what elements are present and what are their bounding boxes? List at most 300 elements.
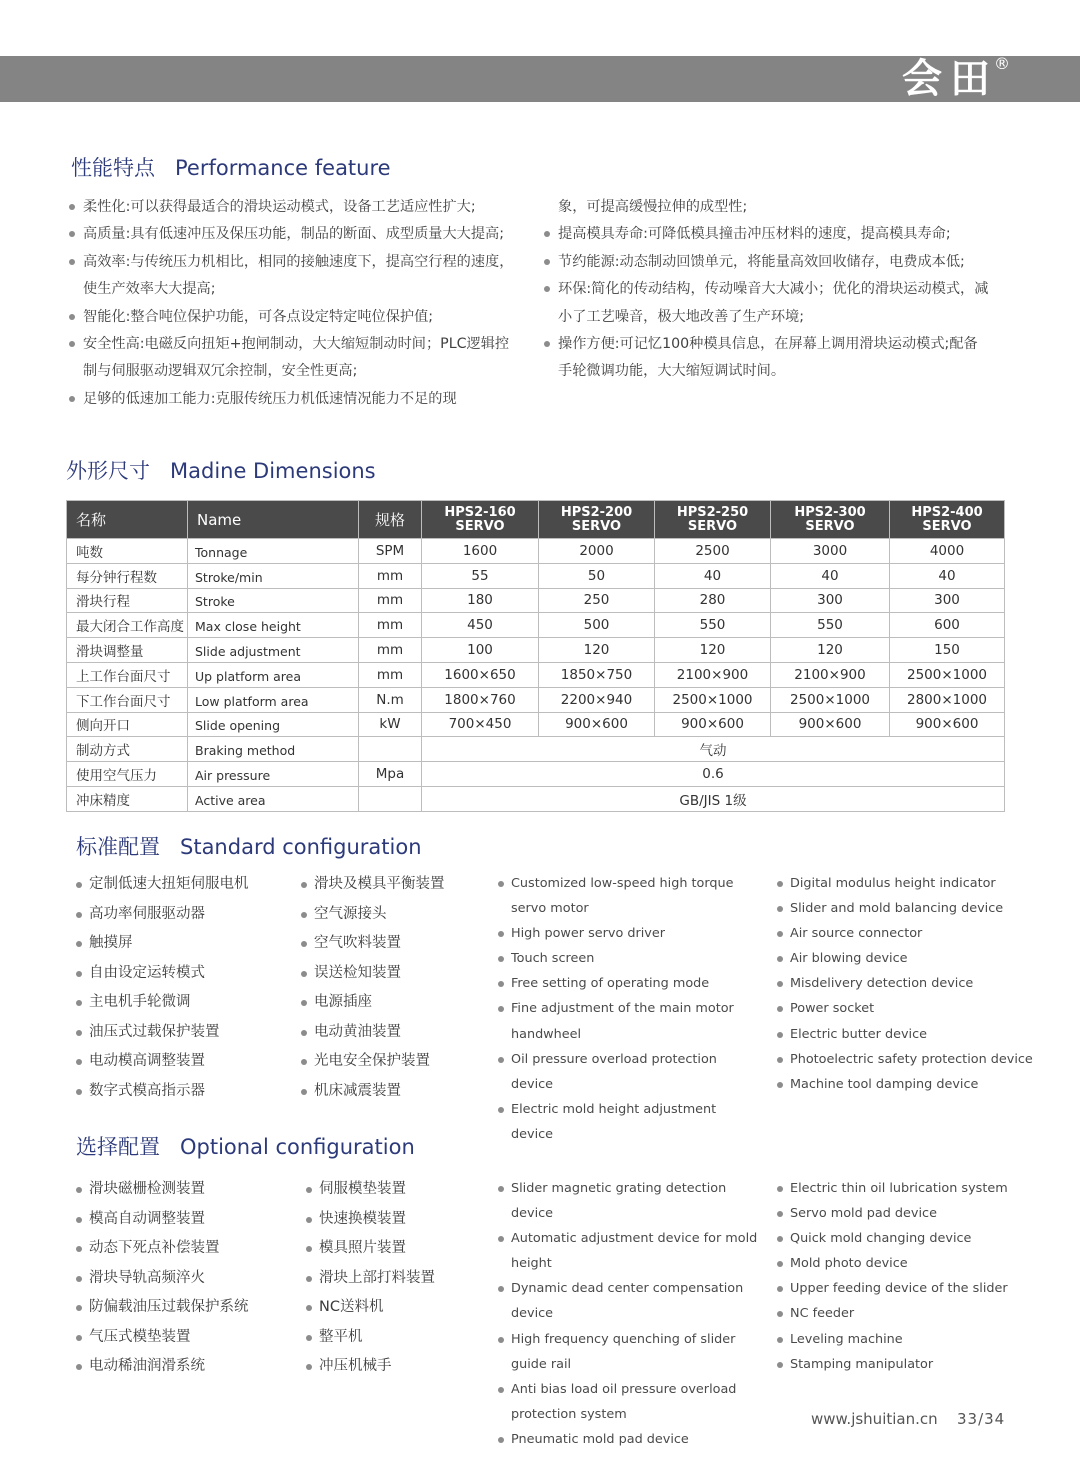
optional-en-col2 [777,1176,1037,1377]
list-item-text: Electric butter device [790,1026,927,1042]
row-name-en: Slide adjustment [188,638,359,663]
standard-title-zh: 标准配置 [76,835,160,859]
bullet-icon [544,231,550,237]
row-value-merged: 0.6 [422,762,1005,787]
optional-zh-col2 [306,1175,435,1382]
bullet-icon [777,1337,783,1343]
bullet-icon [76,1089,82,1095]
list-item [301,870,445,900]
row-value: 900×600 [655,712,771,737]
list-item [301,988,445,1018]
bullet-icon [777,956,783,962]
bullet-icon [306,1217,312,1223]
bullet-icon [777,1186,783,1192]
bullet-icon [301,941,307,947]
header-name-zh: 名称 [67,501,188,539]
row-unit [359,786,422,811]
bullet-icon [777,1286,783,1292]
row-value: 2500 [655,539,771,564]
row-unit: SPM [359,539,422,564]
bullet-icon [306,1276,312,1282]
bullet-icon [777,1362,783,1368]
row-name-zh: 制动方式 [67,737,188,762]
list-item [76,988,249,1018]
feature-item: 操作方便:可记忆100种模具信息，在屏幕上调用滑块运动模式;配备手轮微调功能，大大缩短调试时间。 [544,331,990,386]
list-item [306,1323,435,1353]
optional-zh-col1 [76,1175,249,1382]
list-item-text: 空气源接头 [314,905,387,922]
feature-item: 提高模具寿命:可降低模具撞击冲压材料的速度，提高模具寿命; [544,221,990,248]
row-value: 700×450 [422,712,539,737]
row-value: 2500×1000 [655,687,771,712]
bullet-icon [498,931,504,937]
bullet-icon [76,1000,82,1006]
table-row [67,588,1005,613]
bullet-icon [76,1187,82,1193]
bullet-icon [498,1057,504,1063]
list-item [777,1301,1037,1326]
row-name-zh: 冲床精度 [67,786,188,811]
list-item-text: 防偏载油压过载保护系统 [89,1299,249,1315]
list-item [76,1352,249,1382]
list-item [498,996,756,1046]
bullet-icon [76,1305,82,1311]
list-item-text: 滑块上部打料装置 [319,1269,435,1286]
standard-zh-col2 [301,870,445,1106]
bullet-icon [301,1030,307,1036]
row-value: 50 [539,563,655,588]
row-value: 300 [890,588,1005,613]
row-name-en: Active area [188,786,359,811]
dimensions-title-en: Madine Dimensions [170,459,376,483]
list-item-text: 触摸屏 [89,935,133,951]
bullet-icon [306,1305,312,1311]
bullet-icon [777,906,783,912]
optional-title-en: Optional configuration [180,1135,415,1159]
list-item-text: 油压式过载保护装置 [89,1023,220,1040]
row-unit: mm [359,638,422,663]
list-item-text: Electric mold height adjustment device [511,1101,717,1142]
list-item [498,921,756,946]
bullet-icon [76,882,82,888]
list-item-text: NC送料机 [319,1299,384,1315]
list-item [498,1097,756,1147]
feature-item: 高效率:与传统压力机相比，相同的接触速度下，提高空行程的速度，使生产效率大大提高; [69,249,521,304]
bullet-icon [498,1186,504,1192]
row-unit: mm [359,588,422,613]
list-item-text: 伺服模垫装置 [319,1181,406,1197]
list-item [76,1077,249,1107]
dimensions-title [66,455,376,485]
row-value-merged: 气动 [422,737,1005,762]
list-item [76,959,249,989]
list-item [777,1251,1037,1276]
list-item [76,929,249,959]
list-item-text: Digital modulus height indicator [790,876,996,891]
list-item-text: 模具照片装置 [319,1240,406,1256]
table-row [67,737,1005,762]
row-name-en: Tonnage [188,539,359,564]
feature-item: 高质量:具有低速冲压及保压功能，制品的断面、成型质量大大提高; [69,221,521,248]
row-value: 250 [539,588,655,613]
row-name-en: Stroke/min [188,563,359,588]
bullet-icon [777,1057,783,1063]
list-item [76,1018,249,1048]
list-item-text: 高功率伺服驱动器 [89,905,205,922]
optional-en-col1 [498,1176,760,1452]
row-value: 2500×1000 [771,687,890,712]
row-value: 120 [655,638,771,663]
header-model: HPS2-200 SERVO [539,501,655,539]
list-item-text: Air source connector [790,926,923,942]
bullet-icon [69,231,75,237]
row-value: 150 [890,638,1005,663]
table-row [67,687,1005,712]
row-value: 120 [771,638,890,663]
row-value: 3000 [771,539,890,564]
list-item-text: 滑块导轨高频淬火 [89,1269,205,1286]
list-item [301,959,445,989]
row-value: 40 [655,563,771,588]
header-name-en: Name [188,501,359,539]
list-item [777,946,1037,971]
list-item [306,1293,435,1323]
bullet-icon [777,1082,783,1088]
row-value: 2500×1000 [890,662,1005,687]
header-model: HPS2-160 SERVO [422,501,539,539]
bullet-icon [76,1246,82,1252]
list-item-text: 定制低速大扭矩伺服电机 [89,876,249,892]
list-item-text: 快速换模装置 [319,1210,406,1227]
list-item [777,871,1037,896]
bullet-icon [76,941,82,947]
bullet-icon [544,341,550,347]
bullet-icon [777,881,783,887]
dimensions-table [66,500,1005,812]
list-item-text: High power servo driver [511,926,666,942]
bullet-icon [306,1364,312,1370]
list-item [301,1047,445,1077]
brand-logo: 会田 [902,56,998,102]
row-value: 2800×1000 [890,687,1005,712]
row-value: 1850×750 [539,662,655,687]
list-item-text: 机床减震装置 [314,1082,401,1099]
list-item-text: 电动模高调整装置 [89,1053,205,1069]
bullet-icon [777,981,783,987]
list-item [498,1327,760,1377]
row-name-zh: 滑块行程 [67,588,188,613]
list-item [498,1377,760,1427]
list-item [498,1226,760,1276]
bullet-icon [777,931,783,937]
bullet-icon [69,259,75,265]
bullet-icon [301,1059,307,1065]
row-unit: Mpa [359,762,422,787]
bullet-icon [301,1089,307,1095]
row-name-en: Air pressure [188,762,359,787]
row-value: 100 [422,638,539,663]
bullet-icon [498,1286,504,1292]
row-unit [359,737,422,762]
row-value: 2100×900 [655,662,771,687]
performance-title [71,152,391,182]
list-item-text: 数字式模高指示器 [89,1082,205,1099]
list-item [498,1427,760,1452]
bullet-icon [76,1335,82,1341]
list-item-text: 电动黄油装置 [314,1023,401,1040]
performance-left-column [69,194,521,413]
row-unit: N.m [359,687,422,712]
row-value: 1600 [422,539,539,564]
bullet-icon [76,971,82,977]
list-item-text: Machine tool damping device [790,1076,979,1092]
header-spec: 规格 [359,501,422,539]
row-name-en: Slide opening [188,712,359,737]
feature-item: 安全性高:电磁反向扭矩+抱闸制动，大大缩短制动时间；PLC逻辑控制与伺服驱动逻辑双冗余控制，安全性更高; [69,331,521,386]
row-unit: mm [359,613,422,638]
bullet-icon [301,971,307,977]
bullet-icon [498,956,504,962]
list-item-text: Upper feeding device of the slider [790,1281,1008,1297]
row-unit: kW [359,712,422,737]
row-name-en: Up platform area [188,662,359,687]
row-value: 2100×900 [771,662,890,687]
list-item [777,1022,1037,1047]
list-item [306,1205,435,1235]
row-name-zh: 最大闭合工作高度 [67,613,188,638]
bullet-icon [76,1364,82,1370]
row-value: 600 [890,613,1005,638]
list-item [777,1176,1037,1201]
bullet-icon [76,1217,82,1223]
row-value: 900×600 [890,712,1005,737]
list-item-text: Slider magnetic grating detection device [511,1181,727,1222]
feature-item: 环保:简化的传动结构，传动噪音大大减小；优化的滑块运动模式，减小了工艺噪音，极大地改善了生产环境; [544,276,990,331]
row-value: 550 [655,613,771,638]
row-value: 2000 [539,539,655,564]
row-value: 2200×940 [539,687,655,712]
row-value: 1800×760 [422,687,539,712]
table-row [67,563,1005,588]
row-name-zh: 滑块调整量 [67,638,188,663]
table-header-row [67,501,1005,539]
list-item [777,896,1037,921]
list-item-text: 气压式模垫装置 [89,1328,191,1345]
bullet-icon [498,981,504,987]
performance-title-zh: 性能特点 [71,156,155,180]
list-item [777,921,1037,946]
list-item [498,871,756,921]
row-value: 550 [771,613,890,638]
list-item-text: 主电机手轮微调 [89,994,191,1010]
row-name-en: Low platform area [188,687,359,712]
feature-item: 柔性化:可以获得最适合的滑块运动模式，设备工艺适应性扩大; [69,194,521,221]
bullet-icon [498,1437,504,1443]
footer-url[interactable]: www.jshuitian.cn [811,1410,938,1428]
list-item-text: Leveling machine [790,1331,903,1347]
row-value: 4000 [890,539,1005,564]
row-name-zh: 上工作台面尺寸 [67,662,188,687]
table-row [67,762,1005,787]
list-item-text: Photoelectric safety protection device [790,1051,1033,1067]
list-item [301,1018,445,1048]
bullet-icon [306,1246,312,1252]
row-value: 900×600 [771,712,890,737]
table-row [67,712,1005,737]
bullet-icon [76,912,82,918]
list-item-text: 滑块磁栅检测装置 [89,1181,205,1197]
list-item [777,1352,1037,1377]
bullet-icon [777,1032,783,1038]
row-value: 120 [539,638,655,663]
list-item-text: Misdelivery detection device [790,976,974,992]
list-item [76,1047,249,1077]
bullet-icon [544,286,550,292]
header-model: HPS2-300 SERVO [771,501,890,539]
page-number: 33/34 [957,1410,1006,1428]
list-item-text: Mold photo device [790,1256,908,1272]
table-row [67,638,1005,663]
list-item-text: 冲压机械手 [319,1358,392,1374]
list-item-text: High frequency quenching of slider guide rail [511,1331,736,1372]
row-value: 55 [422,563,539,588]
list-item [306,1234,435,1264]
row-value: 500 [539,613,655,638]
bullet-icon [777,1236,783,1242]
row-unit: mm [359,662,422,687]
header-model: HPS2-400 SERVO [890,501,1005,539]
row-name-zh: 每分钟行程数 [67,563,188,588]
row-unit: mm [359,563,422,588]
row-value: 40 [771,563,890,588]
list-item-text: Slider and mold balancing device [790,901,1004,917]
list-item [76,1264,249,1294]
bullet-icon [306,1187,312,1193]
list-item [777,1226,1037,1251]
bullet-icon [306,1335,312,1341]
bullet-icon [76,1276,82,1282]
list-item [777,1072,1037,1097]
list-item-text: 自由设定运转模式 [89,964,205,981]
bullet-icon [69,204,75,210]
list-item [498,971,756,996]
list-item-text: Customized low-speed high torque servo motor [511,876,734,917]
list-item-text: 滑块及模具平衡装置 [314,876,445,892]
bullet-icon [777,1006,783,1012]
list-item-text: Oil pressure overload protection device [511,1051,717,1092]
row-name-zh: 使用空气压力 [67,762,188,787]
header-model: HPS2-250 SERVO [655,501,771,539]
list-item [306,1264,435,1294]
row-name-zh: 侧向开口 [67,712,188,737]
row-value: 300 [771,588,890,613]
row-name-en: Stroke [188,588,359,613]
list-item [306,1352,435,1382]
list-item-text: Free setting of operating mode [511,976,710,992]
standard-zh-col1 [76,870,249,1106]
list-item [498,1176,760,1226]
list-item-text: Pneumatic mold pad device [511,1431,689,1447]
list-item [777,996,1037,1021]
table-row [67,613,1005,638]
list-item-text: Servo mold pad device [790,1206,937,1222]
list-item-text: Air blowing device [790,951,908,967]
list-item [777,1276,1037,1301]
performance-title-en: Performance feature [175,156,391,180]
list-item [777,1327,1037,1352]
dimensions-title-zh: 外形尺寸 [66,459,150,483]
list-item [76,1293,249,1323]
list-item [76,900,249,930]
list-item [777,971,1037,996]
bullet-icon [498,1006,504,1012]
row-name-zh: 下工作台面尺寸 [67,687,188,712]
row-value: 900×600 [539,712,655,737]
bullet-icon [544,259,550,265]
optional-title-zh: 选择配置 [76,1135,160,1159]
row-value: 450 [422,613,539,638]
list-item [301,929,445,959]
list-item-text: 模高自动调整装置 [89,1210,205,1227]
bullet-icon [498,1387,504,1393]
bullet-icon [777,1311,783,1317]
row-name-en: Max close height [188,613,359,638]
list-item-text: Power socket [790,1001,875,1017]
row-name-en: Braking method [188,737,359,762]
row-value: 280 [655,588,771,613]
list-item [76,1205,249,1235]
list-item-text: Dynamic dead center compensation device [511,1281,744,1322]
bullet-icon [76,1030,82,1036]
list-item-text: 光电安全保护装置 [314,1053,430,1069]
table-row [67,786,1005,811]
bullet-icon [777,1261,783,1267]
list-item [777,1047,1037,1072]
list-item [306,1175,435,1205]
feature-item: 足够的低速加工能力:克服传统压力机低速情况能力不足的现 [69,386,521,413]
row-value: 180 [422,588,539,613]
list-item-text: Stamping manipulator [790,1356,934,1372]
list-item [76,870,249,900]
list-item-text: Automatic adjustment device for mold height [511,1231,758,1272]
bullet-icon [69,341,75,347]
table-row [67,539,1005,564]
list-item [301,900,445,930]
bullet-icon [498,1107,504,1113]
list-item-text: Electric thin oil lubrication system [790,1181,1008,1196]
standard-en-col2 [777,871,1037,1097]
list-item-text: NC feeder [790,1306,855,1322]
list-item [498,1047,756,1097]
standard-title [76,831,422,861]
list-item-text: 空气吹料装置 [314,935,401,951]
bullet-icon [76,1059,82,1065]
row-value: 40 [890,563,1005,588]
list-item-text: Touch screen [511,951,595,967]
list-item-text: 电动稀油润滑系统 [89,1358,205,1374]
bullet-icon [498,1337,504,1343]
registered-mark: ® [994,54,1010,73]
list-item-text: 误送检知装置 [314,964,401,981]
bullet-icon [777,1211,783,1217]
list-item [498,946,756,971]
feature-item: 智能化:整合吨位保护功能，可各点设定特定吨位保护值; [69,304,521,331]
bullet-icon [498,1236,504,1242]
bullet-icon [69,314,75,320]
optional-title [76,1131,415,1161]
list-item [498,1276,760,1326]
list-item-text: 动态下死点补偿装置 [89,1240,220,1256]
